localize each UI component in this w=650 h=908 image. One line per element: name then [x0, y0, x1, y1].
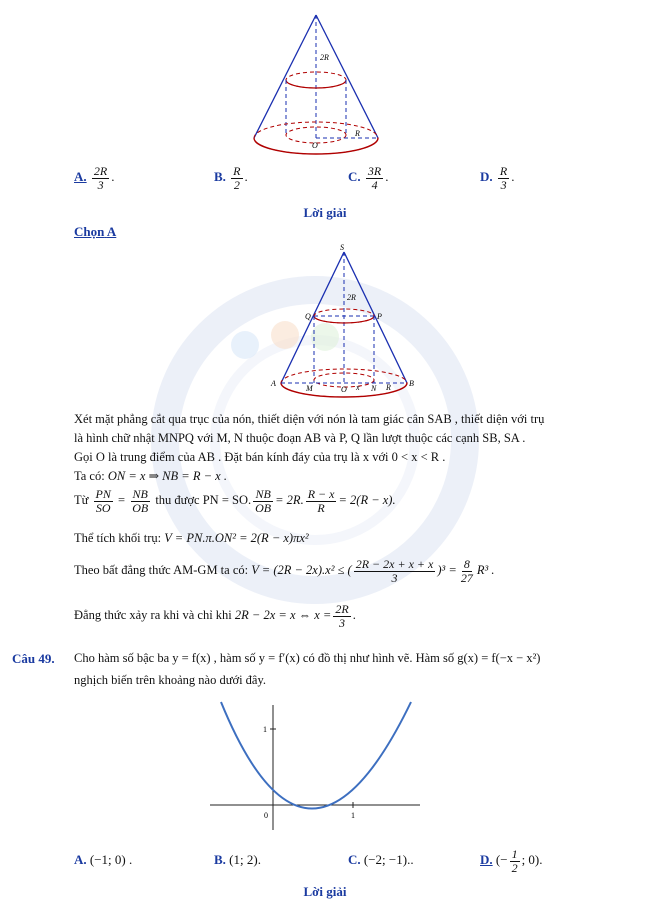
- option-value: (−1; 0) .: [89, 852, 133, 867]
- option-key: A.: [74, 169, 87, 185]
- choose-answer-letter: A: [106, 224, 117, 239]
- solution-line-1: Xét mặt phẳng cắt qua trục của nón, thiết diện với nón là tam giác cân SAB , thiết diện với trụ: [74, 412, 545, 426]
- fraction-numerator: PN: [95, 487, 111, 501]
- label-n: N: [371, 384, 377, 393]
- options-row-1: [0, 165, 650, 201]
- cone-figure-top: [240, 10, 410, 160]
- fraction-denominator: 27: [460, 570, 473, 585]
- choose-prefix: Chọn: [74, 224, 105, 239]
- option-key: D.: [480, 852, 493, 868]
- fraction-denominator: OB: [255, 500, 272, 515]
- label-2r: 2R: [320, 53, 329, 62]
- option-key: B.: [214, 169, 226, 185]
- choose-answer: [74, 224, 116, 240]
- line-prefix: Đẳng thức xảy ra khi và chỉ khi: [74, 607, 232, 622]
- fraction-numerator: 2R: [335, 602, 349, 616]
- solution-line-3: Gọi O là trung điểm của AB . Đặt bán kính đáy của trụ là x với 0 < x < R .: [74, 450, 446, 464]
- option-tail: .: [244, 169, 248, 185]
- solution-line-2: là hình chữ nhật MNPQ với M, N thuộc đoạn AB và P, Q lần lượt thuộc các cạnh SB, SA .: [74, 431, 526, 445]
- option-c-1[interactable]: [348, 165, 388, 191]
- tick-label-x: 1: [351, 811, 355, 820]
- label-s: S: [340, 243, 344, 252]
- option-key: D.: [480, 169, 493, 185]
- line-prefix: Thể tích khối trụ:: [74, 531, 162, 545]
- option-a-2[interactable]: [74, 852, 132, 868]
- tick-label-y: 1: [263, 725, 267, 734]
- option-key: A.: [74, 852, 87, 867]
- fraction-denominator: OB: [132, 500, 149, 515]
- option-tail: .: [385, 169, 389, 185]
- math-text: R³ .: [476, 562, 495, 577]
- cone-figure-solution: [268, 240, 428, 400]
- option-tail: .: [511, 169, 515, 185]
- math-expression: 2R − 2x = x ⇔ x =: [234, 607, 332, 622]
- label-q: Q: [305, 312, 311, 321]
- option-d-2[interactable]: [480, 848, 543, 874]
- equals-sign: =: [118, 492, 126, 507]
- label-m: M: [306, 384, 313, 393]
- option-value: (−2; −1)..: [363, 852, 414, 867]
- option-b-1[interactable]: [214, 165, 248, 191]
- fraction-numerator: NB: [255, 487, 271, 501]
- option-key: C.: [348, 169, 361, 185]
- fraction-numerator: R: [499, 164, 508, 178]
- derivative-graph: [205, 700, 425, 835]
- label-o: O: [341, 385, 347, 394]
- option-b-2[interactable]: [214, 852, 261, 868]
- solution-title-2: Lời giải: [303, 884, 347, 899]
- label-2r: 2R: [347, 293, 356, 302]
- math-text: = 2(R − x).: [338, 492, 396, 507]
- label-o: O: [312, 141, 318, 150]
- math-text: thu được PN = SO.: [155, 492, 252, 507]
- label-x: x: [356, 383, 360, 392]
- option-key: C.: [348, 852, 361, 867]
- fraction-denominator: 2: [511, 860, 518, 875]
- math-expression: V = PN.π.ON² = 2(R − x)πx²: [164, 531, 309, 545]
- option-tail: .: [111, 169, 115, 185]
- label-p: P: [377, 312, 382, 321]
- label-b: B: [409, 379, 414, 388]
- solution-line-4: [74, 467, 614, 485]
- math-text: .: [352, 607, 356, 622]
- option-key: B.: [214, 852, 226, 867]
- math-text: )³ =: [437, 562, 457, 577]
- tick-label-origin: 0: [264, 811, 268, 820]
- fraction-denominator: 4: [371, 177, 378, 192]
- option-a-1[interactable]: [74, 165, 114, 191]
- fraction-denominator: R: [317, 500, 325, 515]
- line-prefix: Ta có:: [74, 469, 105, 483]
- fraction-denominator: 2: [233, 177, 240, 192]
- fraction-denominator: 3: [500, 177, 507, 192]
- fraction-numerator: R: [233, 164, 241, 178]
- question-text-1: Cho hàm số bậc ba y = f(x) , hàm số y = f′(x) có đồ thị như hình vẽ. Hàm số g(x) = f(−x − x²): [74, 651, 541, 665]
- math-expression: V = (2R − 2x).x² ≤ (: [251, 562, 352, 577]
- line-prefix: Từ: [74, 492, 89, 507]
- solution-line-5: [74, 488, 614, 514]
- solution-line-8: [74, 603, 614, 629]
- parabola-curve: [221, 702, 411, 809]
- math-text: = 2R.: [275, 492, 304, 507]
- fraction-numerator: NB: [132, 487, 148, 501]
- fraction-numerator: 2R − 2x + x + x: [355, 557, 434, 571]
- math-expression: ON = x ⇒ NB = R − x .: [107, 469, 227, 483]
- question-label: Câu 49.: [12, 651, 55, 666]
- fraction-denominator: 3: [339, 615, 346, 630]
- fraction-denominator: 3: [97, 177, 104, 192]
- label-r: R: [355, 129, 360, 138]
- option-value-suffix: ; 0).: [521, 852, 543, 868]
- fraction-numerator: R − x: [307, 487, 335, 501]
- label-a: A: [271, 379, 276, 388]
- question-text-2: nghịch biến trên khoảng nào dưới đây.: [74, 673, 267, 687]
- fraction-denominator: 3: [391, 570, 398, 585]
- fraction-numerator: 8: [463, 557, 470, 571]
- option-value: (1; 2).: [229, 852, 261, 867]
- fraction-numerator: 2R: [93, 164, 108, 178]
- solution-title-1: Lời giải: [303, 205, 347, 220]
- solution-line-7: [74, 558, 614, 584]
- line-prefix: Theo bất đẳng thức AM-GM ta có:: [74, 562, 249, 577]
- option-d-1[interactable]: [480, 165, 514, 191]
- fraction-denominator: SO: [95, 500, 111, 515]
- options-row-2: [0, 848, 650, 884]
- solution-line-6: [74, 529, 614, 547]
- option-value-prefix: (−: [495, 852, 508, 868]
- label-r: R: [386, 383, 391, 392]
- fraction-numerator: 3R: [367, 164, 382, 178]
- option-c-2[interactable]: [348, 852, 414, 868]
- fraction-numerator: 1: [511, 847, 518, 861]
